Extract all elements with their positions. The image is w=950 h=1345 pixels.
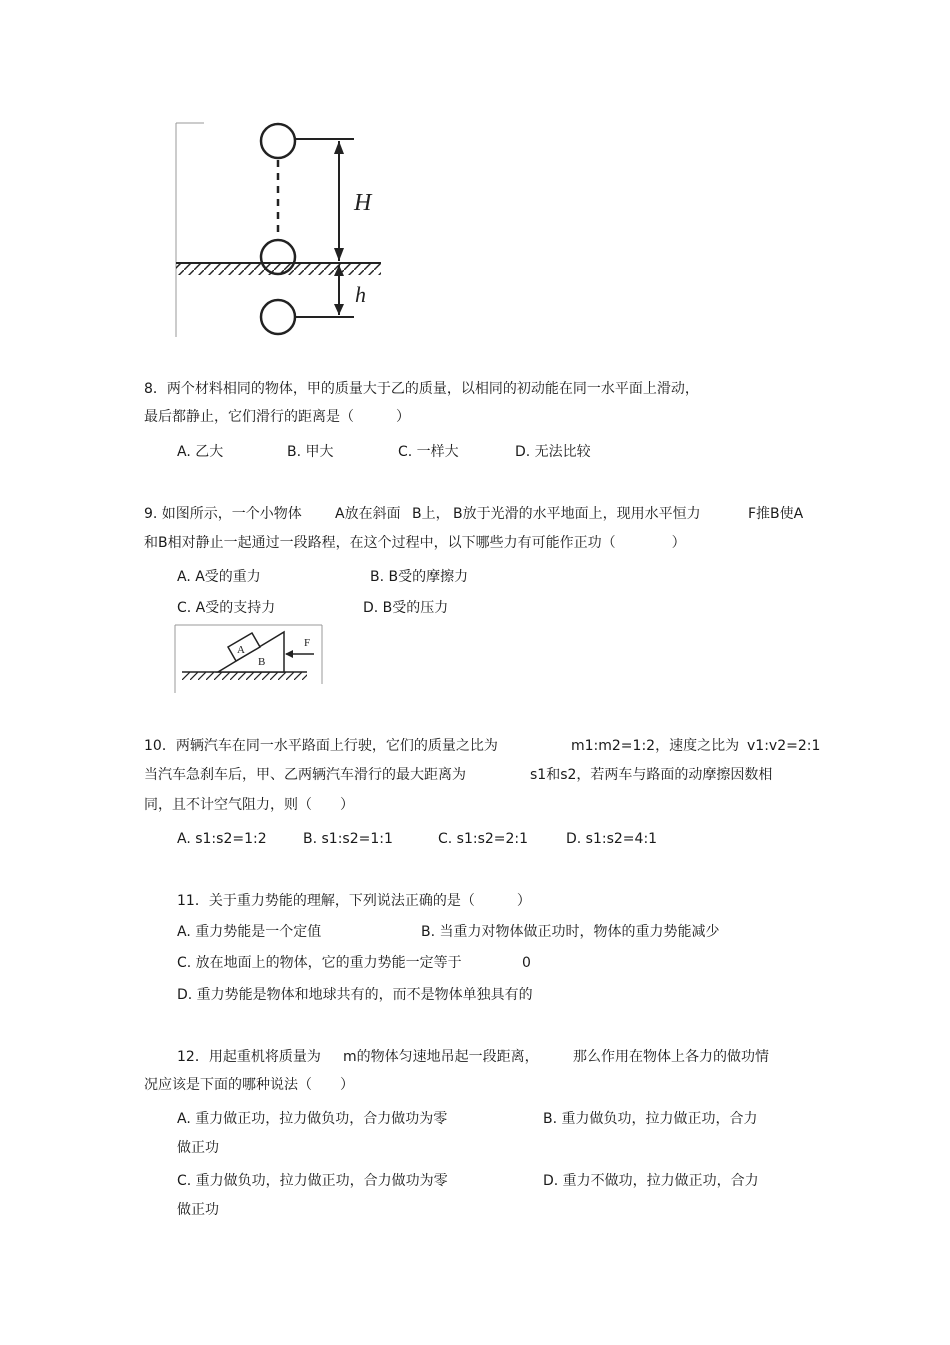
- q8-option-b: B. 甲大: [287, 444, 334, 460]
- q12-line2: 况应该是下面的哪种说法（ ）: [144, 1077, 354, 1093]
- q10-velocity-ratio: v1:v2=2:1: [747, 738, 821, 754]
- q8-line2: 最后都静止，它们滑行的距离是（ ）: [144, 409, 410, 425]
- q12-line1-c: 那么作用在物体上各力的做功情: [573, 1049, 769, 1065]
- figure-wedge: [174, 624, 326, 694]
- q10-line3: 同，且不计空气阻力，则（ ）: [144, 797, 354, 813]
- q9-line1-d: B放于光滑的水平地面上，现用水平恒力: [453, 506, 701, 522]
- q8-option-a: A. 乙大: [177, 444, 224, 460]
- q9-line1-b: A放在斜面: [335, 506, 401, 522]
- label-H: H: [354, 190, 372, 216]
- q12-option-b-cont: 做正功: [177, 1140, 219, 1156]
- q10-option-a: A. s1:s2=1:2: [177, 831, 267, 847]
- q12-line1-b: m的物体匀速地吊起一段距离，: [343, 1049, 539, 1065]
- q9-option-b: B. B受的摩擦力: [370, 569, 469, 585]
- q10-line2: 当汽车急刹车后，甲、乙两辆汽车滑行的最大距离为: [144, 767, 466, 783]
- q8-option-c: C. 一样大: [398, 444, 459, 460]
- q12-option-b: B. 重力做负功，拉力做正功，合力: [543, 1111, 758, 1127]
- q9-option-c: C. A受的支持力: [177, 600, 276, 616]
- label-F: F: [304, 637, 311, 649]
- q9-line1-c: B上，: [412, 506, 450, 522]
- q10-option-d: D. s1:s2=4:1: [566, 831, 658, 847]
- q10-distances: s1和s2，若两车与路面的动摩擦因数相: [530, 767, 773, 783]
- q9-option-d: D. B受的压力: [363, 600, 449, 616]
- label-h: h: [355, 282, 366, 307]
- q10-line1: 10．两辆汽车在同一水平路面上行驶，它们的质量之比为: [144, 738, 498, 754]
- q9-line1-e: F推B使A: [748, 506, 804, 522]
- q11-option-b: B. 当重力对物体做正功时，物体的重力势能减少: [421, 924, 720, 940]
- label-A: A: [237, 644, 245, 656]
- q9-line2: 和B相对静止一起通过一段路程，在这个过程中，以下哪些力有可能作正功（ ）: [144, 535, 686, 551]
- q10-option-c: C. s1:s2=2:1: [438, 831, 529, 847]
- figure-ball-drop: [174, 120, 389, 340]
- label-B: B: [258, 656, 266, 668]
- q11-option-a: A. 重力势能是一个定值: [177, 924, 322, 940]
- q11-option-c: C. 放在地面上的物体，它的重力势能一定等于: [177, 955, 462, 971]
- q12-option-a: A. 重力做正功，拉力做负功，合力做功为零: [177, 1111, 448, 1127]
- q9-line1-a: 9. 如图所示，一个小物体: [144, 506, 302, 522]
- q11-option-c-value: 0: [522, 955, 531, 971]
- q8-line1: 8．两个材料相同的物体，甲的质量大于乙的质量，以相同的初动能在同一水平面上滑动，: [144, 381, 699, 397]
- q12-line1-a: 12．用起重机将质量为: [177, 1049, 321, 1065]
- q8-option-d: D. 无法比较: [515, 444, 591, 460]
- q12-option-c: C. 重力做负功，拉力做正功，合力做功为零: [177, 1173, 448, 1189]
- ball-top: [261, 124, 295, 158]
- q10-mass-ratio: m1:m2=1:2，速度之比为: [571, 738, 740, 754]
- q12-option-d: D. 重力不做功，拉力做正功，合力: [543, 1173, 759, 1189]
- q11-line1: 11．关于重力势能的理解，下列说法正确的是（ ）: [177, 893, 531, 909]
- q12-option-d-cont: 做正功: [177, 1202, 219, 1218]
- q11-option-d: D. 重力势能是物体和地球共有的，而不是物体单独具有的: [177, 987, 533, 1003]
- q9-option-a: A. A受的重力: [177, 569, 261, 585]
- ball-bottom: [261, 300, 295, 334]
- q10-option-b: B. s1:s2=1:1: [303, 831, 393, 847]
